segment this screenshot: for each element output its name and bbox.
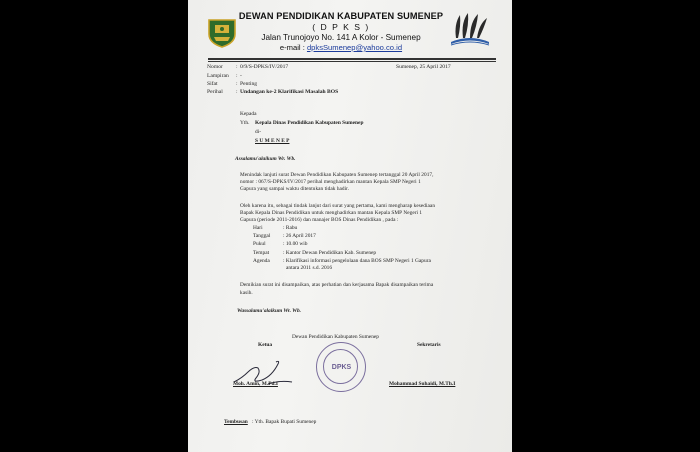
lampiran-label: Lampiran: [207, 73, 229, 79]
lampiran-value: -: [240, 73, 242, 79]
para2-line: Gapura (periode 2011-2016) dan manajer BOS Dinas Pendidikan , pada :: [240, 217, 399, 223]
para1-line: Menindak lanjuti surat Dewan Pendidikan Kabupaten Sumenep tertanggal 20 April 2017,: [240, 172, 434, 178]
para1-line: Gapura yang sampai waktu ditentukan tidak hadir.: [240, 186, 350, 192]
pukul-value: : 10.00 wib: [283, 241, 308, 247]
tanggal-value: : 26 April 2017: [283, 233, 316, 239]
di-label: di-: [255, 129, 261, 135]
hari-value: : Rabu: [283, 225, 298, 231]
tembusan-label: Tembusan: [224, 419, 248, 425]
para1-line: nomor : 067/S-DPKS/IV/2017 perihal menghadirkan mantan Kepala SMP Negeri 1: [240, 179, 421, 185]
nomor-label: Nomor: [207, 64, 223, 70]
sifat-colon: :: [236, 81, 238, 87]
agenda-value-cont: antara 2011 s.d. 2016: [286, 265, 333, 271]
official-stamp: [316, 342, 366, 392]
para3-line: kasih.: [240, 290, 253, 296]
letterhead-rule-thin: [208, 61, 496, 62]
lampiran-colon: :: [236, 73, 238, 79]
nomor-colon: :: [236, 64, 238, 70]
tempat-value: : Kantor Dewan Pendidikan Kab. Sumenep: [283, 250, 377, 256]
recipient-name: Kepala Dinas Pendidikan Kabupaten Sumenep: [255, 120, 364, 126]
tanggal-label: Tanggal: [253, 233, 271, 239]
stamp-inner-ring: [323, 349, 358, 384]
regency-crest-logo: [206, 16, 238, 48]
pukul-label: Pukul: [253, 241, 266, 247]
org-email-line: [238, 43, 444, 52]
perihal-label: Perihal: [207, 89, 223, 95]
sekretaris-name: Mohammad Suhaidi, M.Th.I: [389, 381, 456, 387]
perihal-colon: :: [236, 89, 238, 95]
kepada-label: Kepada: [240, 111, 257, 117]
letter-page: [188, 0, 512, 452]
hari-label: Hari: [253, 225, 263, 231]
letterhead-rule: [208, 58, 496, 60]
org-title: DEWAN PENDIDIKAN KABUPATEN SUMENEP: [238, 11, 444, 21]
org-address: Jalan Trunojoyo No. 141 A Kolor - Sumenep: [261, 33, 421, 42]
closing: Wassalamu'alaikum Wr. Wb.: [237, 308, 302, 314]
yth-label: Yth.: [240, 120, 250, 126]
agenda-label: Agenda: [253, 258, 270, 264]
org-abbreviation: ( D P K S ): [312, 22, 370, 32]
signature-org: Dewan Pendidikan Kabupaten Sumenep: [292, 334, 379, 340]
para2-line: Oleh karena itu, sebagai tindak lanjut dari surat yang pertama, kami mengharap kesediaan: [240, 203, 436, 209]
ketua-name: Moh. Amin, M.Pd.I: [233, 381, 278, 387]
nomor-value: 0/9/S-DPKS/IV/2017: [240, 64, 289, 70]
ketua-label: Ketua: [258, 342, 273, 348]
tembusan-text: : Yth. Bapak Bupati Sumenep: [252, 419, 317, 425]
perihal-value: Undangan ke-2 Klarifikasi Masalah BOS: [240, 89, 339, 95]
recipient-place: S U M E N E P: [255, 138, 290, 144]
sekretaris-label: Sekretaris: [417, 342, 441, 348]
greeting: Assalamu'alaikum Wr. Wb.: [235, 156, 296, 162]
para3-line: Demikian surat ini disampaikan, atas perhatian dan kerjasama Bapak disampaikan terima: [240, 282, 434, 288]
feather-book-logo: [448, 12, 492, 48]
letter-date: Sumenep, 25 April 2017: [396, 64, 451, 70]
email-label: e-mail :: [279, 43, 305, 52]
tempat-label: Tempat: [253, 250, 270, 256]
agenda-value: : Klarifikasi informasi pengelolaan dana BOS SMP Negeri 1 Gapura: [283, 258, 431, 264]
stamp-text: DPKS: [331, 364, 352, 371]
sifat-value: Penting: [240, 81, 258, 87]
email-link[interactable]: dpksSumenep@yahoo.co.id: [306, 43, 403, 52]
sifat-label: Sifat: [207, 81, 218, 87]
para2-line: Bapak Kepala Dinas Pendidikan untuk menghadirkan mantan Kepala SMP Negeri 1: [240, 210, 423, 216]
